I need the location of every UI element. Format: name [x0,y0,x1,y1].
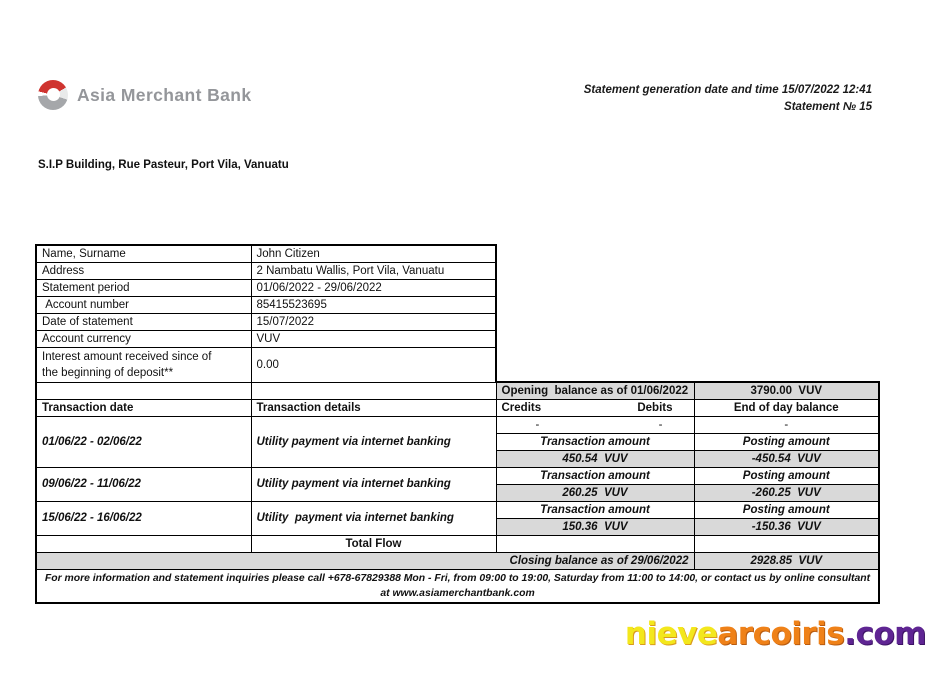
closing-balance-value: 2928.85 VUV [694,552,879,569]
watermark-part3: .com [844,616,926,652]
info-label: Date of statement [36,313,251,330]
credits-debits-cell [496,416,694,433]
transaction-details: Utility payment via internet banking [251,416,496,467]
bank-address: S.I.P Building, Rue Pasteur, Port Vila, Vanuatu [38,159,289,171]
transactions-header-row [36,399,879,416]
transaction-row [36,467,879,484]
transaction-amount-value: 260.25 VUV [496,484,694,501]
statement-meta [584,82,872,116]
info-row [36,262,879,279]
info-label: Address [36,262,251,279]
info-row [36,245,879,262]
footer-note [36,569,879,603]
total-flow-label: Total Flow [251,535,496,552]
statement-number: Statement № 15 [784,101,872,113]
info-value: 01/06/2022 - 29/06/2022 [251,279,496,296]
transaction-row [36,416,879,433]
posting-amount-value: -260.25 VUV [694,484,879,501]
closing-balance-row [36,552,879,569]
posting-amount-label: Posting amount [694,501,879,518]
footer-note-line2: at www.asiamerchantbank.com [380,587,535,599]
transaction-amount-value: 150.36 VUV [496,518,694,535]
info-label [36,347,251,382]
info-value: 2 Nambatu Wallis, Port Vila, Vanuatu [251,262,496,279]
col-header-balance: End of day balance [694,399,879,416]
opening-balance-row [36,382,879,399]
transaction-amount-label: Transaction amount [496,433,694,450]
transaction-details: Utility payment via internet banking [251,501,496,535]
info-row [36,296,879,313]
info-label: Name, Surname [36,245,251,262]
info-label: Account number [36,296,251,313]
opening-balance-value: 3790.00 VUV [694,382,879,399]
info-row [36,313,879,330]
total-flow-row [36,535,879,552]
transaction-details: Utility payment via internet banking [251,467,496,501]
transaction-date: 15/06/22 - 16/06/22 [36,501,251,535]
statement-table [35,244,880,604]
bank-name: Asia Merchant Bank [77,84,252,105]
info-row [36,330,879,347]
watermark-part1: nieve [624,616,718,652]
footer-note-row [36,569,879,603]
col-header-credits-debits [496,399,694,416]
info-value: John Citizen [251,245,496,262]
statement-generation-line: Statement generation date and time 15/07/2022 12:41 [583,84,872,96]
col-header-credits: Credits [501,401,542,414]
balance-dash: - [694,416,879,433]
transaction-date: 01/06/22 - 02/06/22 [36,416,251,467]
watermark-part2: arcoiris [717,616,845,652]
bank-logo-icon [38,80,68,110]
transaction-amount-label: Transaction amount [496,501,694,518]
info-value: VUV [251,330,496,347]
info-row-interest [36,347,879,382]
col-header-debits: Debits [637,401,673,414]
opening-balance-label: Opening balance as of 01/06/2022 [496,382,694,399]
info-value: 85415523695 [251,296,496,313]
info-label: Statement period [36,279,251,296]
watermark [625,616,926,652]
closing-balance-label: Closing balance as of 29/06/2022 [36,552,694,569]
credits-dash: - [535,418,540,431]
info-value: 0.00 [251,347,496,382]
info-label: Account currency [36,330,251,347]
transaction-amount-label: Transaction amount [496,467,694,484]
info-value: 15/07/2022 [251,313,496,330]
footer-note-line1: For more information and statement inquiries please call +678-67829388 Mon - Fri, from 09:00 to 19:00, Saturday from 11:00 to 14:00, or contact us by online consultant [44,572,871,584]
col-header-details: Transaction details [251,399,496,416]
interest-label-line1: Interest amount received since of [42,350,212,363]
posting-amount-value: -150.36 VUV [694,518,879,535]
posting-amount-label: Posting amount [694,467,879,484]
debits-dash: - [658,418,663,431]
interest-label-line2: the beginning of deposit** [42,366,174,379]
col-header-date: Transaction date [36,399,251,416]
bank-logo [38,80,251,110]
transaction-date: 09/06/22 - 11/06/22 [36,467,251,501]
transaction-amount-value: 450.54 VUV [496,450,694,467]
info-row [36,279,879,296]
transaction-row [36,501,879,518]
posting-amount-label: Posting amount [694,433,879,450]
posting-amount-value: -450.54 VUV [694,450,879,467]
